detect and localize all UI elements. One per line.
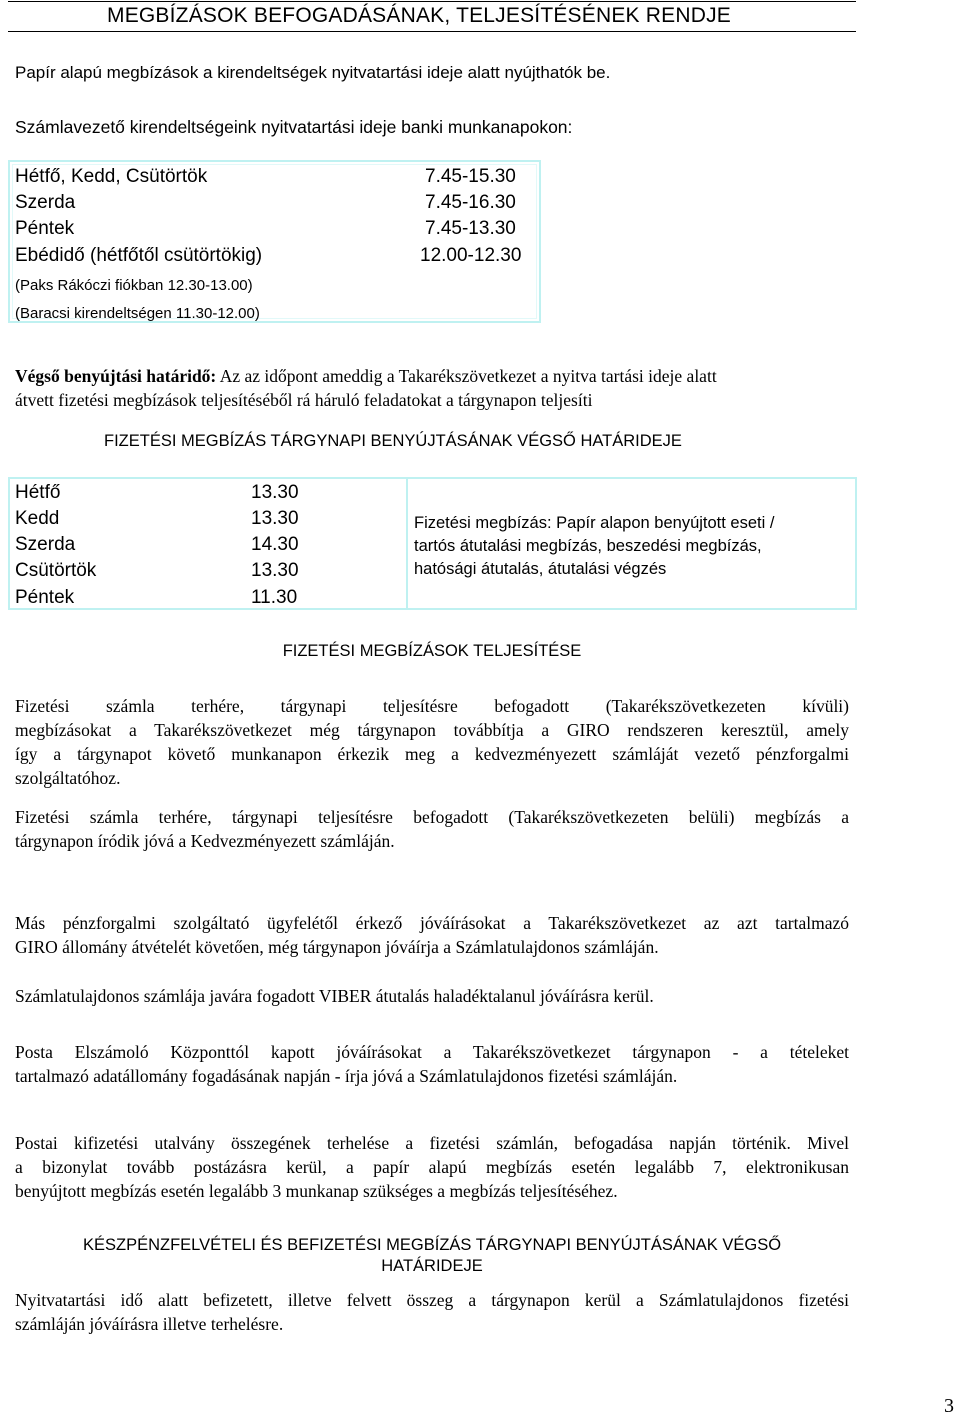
paragraph-line: Más pénzforgalmi szolgáltató ügyfelétől érkező jóváírásokat a Takarékszövetkezet az azt tartalmazó (15, 913, 849, 933)
hours-heading: Számlavezető kirendeltségeink nyitvatartási ideje banki munkanapokon: (15, 117, 573, 137)
hours-note: (Paks Rákóczi fiókban 12.30-13.00) (15, 277, 253, 294)
deadline-day: Kedd (15, 508, 60, 529)
cash-heading-line1: KÉSZPÉNZFELVÉTELI ÉS BEFIZETÉSI MEGBÍZÁS TÁRGYNAPI BENYÚJTÁSÁNAK VÉGSŐ (82, 1236, 782, 1254)
deadline-note-line: tartós átutalási megbízás, beszedési megbízás, (414, 537, 762, 555)
deadline-definition (15, 364, 849, 412)
hours-label: Szerda (15, 192, 76, 213)
hours-value: 7.45-13.30 (425, 218, 516, 239)
paragraph-line: Fizetési számla terhére, tárgynapi teljesítésre befogadott (Takarékszövetkezeten kívüli) (15, 696, 849, 716)
paragraph-line: Fizetési számla terhére, tárgynapi teljesítésre befogadott (Takarékszövetkezeten belüli) megbízás a (15, 807, 849, 827)
execution-heading: FIZETÉSI MEGBÍZÁSOK TELJESÍTÉSE (282, 642, 582, 660)
hours-value: 12.00-12.30 (420, 245, 522, 266)
paragraph-viber (15, 984, 849, 1008)
paragraph-line: Postai kifizetési utalvány összegének terhelése a fizetési számlán, befogadása napján történik. Mivel (15, 1133, 849, 1153)
paragraph-line: benyújtott megbízás esetén legalább 3 munkanap szükséges a megbízás teljesítéséhez. (15, 1181, 618, 1201)
paragraph-incoming-credits (15, 911, 849, 959)
deadline-day: Péntek (15, 587, 75, 608)
deadline-definition-label: Végső benyújtási határidő: (15, 366, 217, 386)
hours-label: Péntek (15, 218, 75, 239)
deadline-time: 13.30 (251, 560, 299, 581)
deadline-time: 13.30 (251, 508, 299, 529)
deadline-note (414, 512, 834, 581)
hours-value: 7.45-16.30 (425, 192, 516, 213)
paragraph-line: tartalmazó adatállomány fogadásának napján - írja jóvá a Számlatulajdonos fizetési számláján. (15, 1066, 678, 1086)
paragraph-line: Posta Elszámoló Központtól kapott jóváírásokat a Takarékszövetkezet tárgynapon - a tételeket (15, 1042, 849, 1062)
deadline-heading: FIZETÉSI MEGBÍZÁS TÁRGYNAPI BENYÚJTÁSÁNAK VÉGSŐ HATÁRIDEJE (104, 432, 682, 450)
paragraph-internal-transfers (15, 805, 849, 853)
deadline-note-line: Fizetési megbízás: Papír alapon benyújtott eseti / (414, 514, 775, 532)
paragraph-line: így a tárgynapot követő munkanapon érkezik meg a kedvezményezett számláját vezető pénzforgalmi (15, 744, 849, 764)
hours-value: 7.45-15.30 (425, 166, 516, 187)
deadline-table-divider (406, 477, 408, 610)
cash-heading-line2: HATÁRIDEJE (381, 1257, 483, 1275)
deadline-definition-text: Az az időpont ameddig a Takarékszövetkezet a nyitva tartási ideje alatt (219, 366, 717, 386)
paragraph-line: Számlatulajdonos számlája javára fogadott VIBER átutalás haladéktalanul jóváírásra kerül. (15, 986, 654, 1006)
paragraph-external-transfers (15, 694, 849, 790)
paragraph-line: tárgynapon íródik jóvá a Kedvezményezett számláján. (15, 831, 395, 851)
deadline-time: 11.30 (251, 587, 298, 608)
title-rule-top (8, 1, 856, 2)
deadline-note-line: hatósági átutalás, átutalási végzés (414, 560, 667, 578)
paragraph-line: a bizonylat tovább postázásra kerül, a papír alapú megbízás esetén legalább 7, elektronikusan (15, 1157, 849, 1177)
hours-note: (Baracsi kirendeltségen 11.30-12.00) (15, 305, 260, 322)
deadline-day: Hétfő (15, 482, 61, 503)
document-title: MEGBÍZÁSOK BEFOGADÁSÁNAK, TELJESÍTÉSÉNEK RENDJE (107, 4, 731, 27)
deadline-table (8, 477, 857, 610)
paragraph-line: megbízásokat a Takarékszövetkezet még tárgynapon továbbítja a GIRO rendszeren keresztül, amely (15, 720, 849, 740)
paragraph-line: Nyitvatartási idő alatt befizetett, illetve felvett összeg a tárgynapon kerül a Számlatulajdonos fizetési (15, 1290, 849, 1310)
paragraph-postal-credits (15, 1040, 849, 1088)
paragraph-cash (15, 1288, 849, 1336)
deadline-time: 13.30 (251, 482, 299, 503)
page-number: 3 (944, 1395, 954, 1417)
paragraph-postal-payment (15, 1131, 849, 1203)
paragraph-line: számláján jóváírásra illetve terhelésre. (15, 1314, 284, 1334)
deadline-time: 14.30 (251, 534, 299, 555)
title-rule (8, 31, 856, 32)
intro-text: Papír alapú megbízások a kirendeltségek nyitvatartási ideje alatt nyújthatók be. (15, 63, 611, 82)
paragraph-line: szolgáltatóhoz. (15, 768, 121, 788)
deadline-day: Csütörtök (15, 560, 97, 581)
paragraph-line: GIRO állomány átvételét követően, még tárgynapon jóváírja a Számlatulajdonos számláján. (15, 937, 659, 957)
hours-label: Ebédidő (hétfőtől csütörtökig) (15, 245, 263, 266)
deadline-definition-text: átvett fizetési megbízások teljesítéséből rá háruló feladatokat a tárgynapon teljesíti (15, 390, 593, 410)
hours-label: Hétfő, Kedd, Csütörtök (15, 166, 208, 187)
deadline-day: Szerda (15, 534, 76, 555)
